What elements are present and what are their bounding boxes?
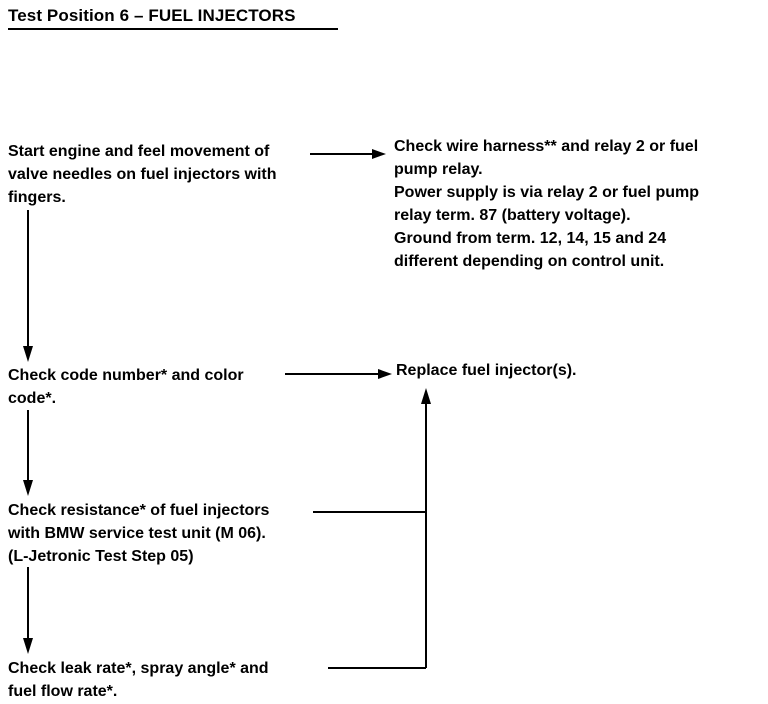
step-text-line: Check leak rate*, spray angle* and	[8, 660, 269, 677]
step-text-line: pump relay.	[394, 161, 483, 178]
step-text-line: Check wire harness** and relay 2 or fuel	[394, 138, 699, 155]
arrowhead-down	[23, 480, 33, 496]
step-text-line: relay term. 87 (battery voltage).	[394, 207, 631, 224]
step-text-line: different depending on control unit.	[394, 253, 665, 270]
step-text-line: Replace fuel injector(s).	[396, 362, 577, 379]
step-text-line: Check code number* and color	[8, 367, 244, 384]
arrowhead-up	[421, 388, 431, 404]
step-text-line: Check resistance* of fuel injectors	[8, 502, 270, 519]
arrowhead-right	[378, 369, 392, 379]
step-text-line: Start engine and feel movement of	[8, 143, 270, 160]
step-text-line: with BMW service test unit (M 06).	[8, 525, 266, 542]
arrowhead-down	[23, 638, 33, 654]
step-text-line: (L-Jetronic Test Step 05)	[8, 548, 194, 565]
arrowhead-right	[372, 149, 386, 159]
arrowhead-down	[23, 346, 33, 362]
step-text-line: fingers.	[8, 189, 66, 206]
step-text-line: valve needles on fuel injectors with	[8, 166, 277, 183]
page-title: Test Position 6 – FUEL INJECTORS	[8, 6, 296, 25]
step-text-line: fuel flow rate*.	[8, 683, 118, 700]
step-text-line: Ground from term. 12, 14, 15 and 24	[394, 230, 667, 247]
step-text-line: Power supply is via relay 2 or fuel pump	[394, 184, 699, 201]
step-text-line: code*.	[8, 390, 57, 407]
